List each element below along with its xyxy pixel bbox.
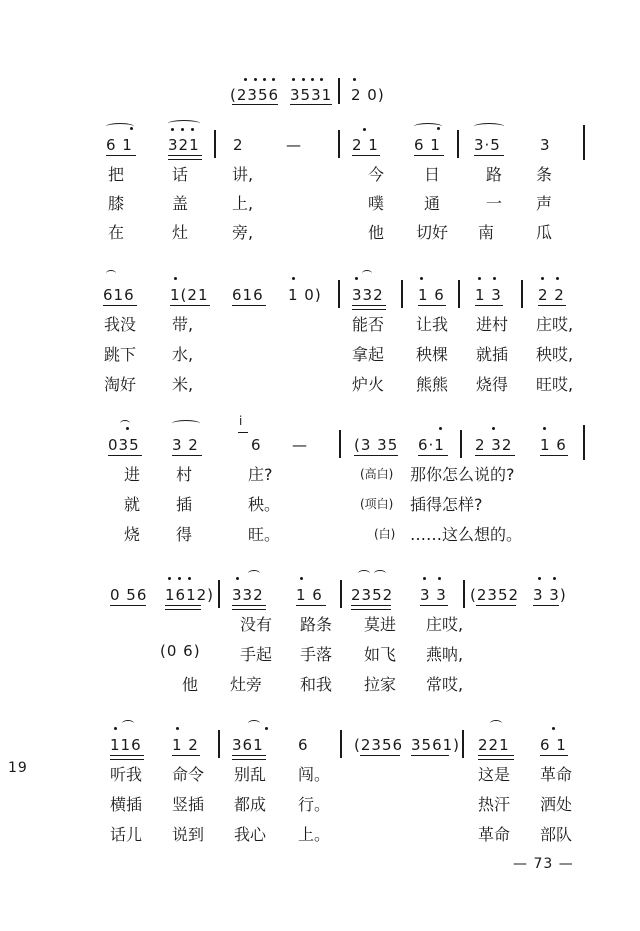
grace-note: i	[239, 414, 244, 428]
note: 221	[478, 736, 510, 754]
note: —	[292, 436, 308, 454]
note: 2352	[351, 586, 394, 604]
side-number: 19	[8, 760, 28, 776]
note: 1 6	[296, 586, 323, 604]
note: —	[286, 136, 302, 154]
note: 332	[232, 586, 264, 604]
note: 1 2	[172, 736, 199, 754]
note: 321	[168, 136, 200, 154]
note: 1612)	[165, 586, 215, 604]
note: 3·5	[474, 136, 501, 154]
note: 6	[251, 436, 262, 454]
note: 1 0)	[288, 286, 322, 304]
note: (2356	[230, 86, 280, 104]
note: 6	[298, 736, 309, 754]
note: 3	[540, 136, 551, 154]
note: (3 35	[354, 436, 399, 454]
note: 332	[352, 286, 384, 304]
note: (2352	[470, 586, 520, 604]
note: 6·1	[418, 436, 445, 454]
note: 3 2	[172, 436, 199, 454]
note: 6 1	[414, 136, 441, 154]
note: 2 2	[538, 286, 565, 304]
note: 616	[103, 286, 135, 304]
note: 1 6	[540, 436, 567, 454]
note: 116	[110, 736, 142, 754]
note: 1 3	[475, 286, 502, 304]
note: 616	[232, 286, 264, 304]
note: 1 6	[418, 286, 445, 304]
note: 3 3	[420, 586, 447, 604]
note: 361	[232, 736, 264, 754]
note: 2 32	[475, 436, 513, 454]
note: 3561)	[411, 736, 461, 754]
note: 3531	[290, 86, 333, 104]
note: 0 56	[110, 586, 148, 604]
note: 1(21	[170, 286, 209, 304]
note: 2	[233, 136, 244, 154]
note: 2 1	[352, 136, 379, 154]
note: 035	[108, 436, 140, 454]
note: 3 3)	[533, 586, 567, 604]
note: 6 1	[540, 736, 567, 754]
note: (2356	[354, 736, 404, 754]
note: 6 1	[106, 136, 133, 154]
page-number: — 73 —	[513, 856, 574, 872]
note: 2 0)	[351, 86, 385, 104]
